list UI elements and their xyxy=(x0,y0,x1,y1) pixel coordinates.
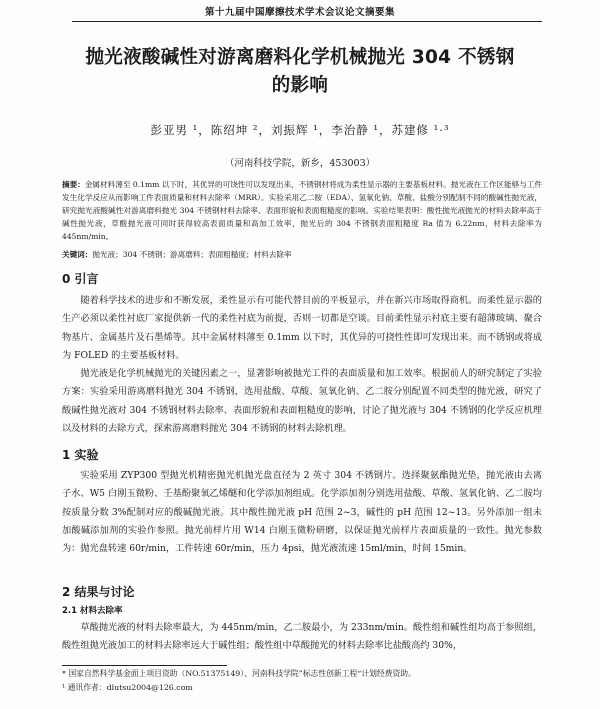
keywords-label: 关键词： xyxy=(62,250,93,259)
experiment-paragraph: 实验采用 ZYP300 型抛光机精密抛光机抛光盘直径为 2 英寸 304 不锈钢片。选择聚氨酯抛光垫，抛光液由去离子水、W5 白刚玉微粉、壬基酚聚氧乙烯醚和化学添加剂组成。化学添加剂分别选用盐酸、草酸、氢氧化钠、乙二胺均按质量分数 3%配制对应的酸碱抛光液。其中酸性抛光液 pH 范围 2~3，碱性的 pH 范围 12~13。另外添加一组未加酸碱添加剂的实验作参照。抛光前样片用 W14 白刚玉微粉研磨，以保证抛光前样片表面质量的一致性。抛光参数为：抛光盘转速 60r/min，工件转速 60r/min，压力 4psi，抛光液流速 15ml/min，时间 15min。 xyxy=(62,470,542,555)
results-paragraph: 草酸抛光液的材料去除率最大，为 445nm/min，乙二胺最小，为 233nm/min。酸性组和碱性组均高于参照组，酸性组抛光液加工的材料去除率远大于碱性组；酸性组中草酸抛光的材料去除率比盐酸高约 30%， xyxy=(62,622,542,652)
footnote-email: ¹ 通讯作者：dlutsu2004@126.com xyxy=(62,683,193,692)
section-heading-results: 2 结果与讨论 xyxy=(62,585,135,599)
paper-title xyxy=(55,44,545,100)
abstract xyxy=(62,178,542,243)
section-heading-intro: 0 引言 xyxy=(62,272,99,286)
subsection-heading-mrr: 2.1 材料去除率 xyxy=(62,606,123,616)
header-rule xyxy=(72,21,542,22)
footnote-rule xyxy=(62,665,227,666)
author-list: 彭亚男 ¹，陈绍坤 ²，刘振辉 ¹，李治静 ¹，苏建修 ¹·³ xyxy=(150,123,450,137)
abstract-text: 金属材料薄至 0.1mm 以下时，其优异的可饶性可以发现出来，不锈钢材将成为柔性显示器的主要基板材料。抛光液在工作区能够与工件发生化学反应从而影响工件表面质量和材料去除率（MRR）。实验采用乙二胺（EDA）、氢氧化钠、草酸、盐酸分别配制不同的酸碱性抛光液，研究抛光液酸碱性对游离磨料抛光 304 不锈钢材料去除率、表面形貌和表面粗糙度的影响。实验结果表明：酸性抛光液抛光的材料去除率高于碱性抛光液，草酸抛光液可同时获得较高表面质量和高加工效率，抛光后的 304 不锈钢表面粗糙度 Ra 值为 6.22nm，材料去除率为 445nm/min。 xyxy=(62,180,543,241)
title-line-1: 抛光液酸碱性对游离磨料化学机械抛光 304 不锈钢 xyxy=(85,47,515,68)
intro-paragraph-2: 抛光液是化学机械抛光的关键因素之一，显著影响被抛光工件的表面质量和加工效率。根据前人的研究制定了实验方案：实验采用游离磨料抛光 304 不锈钢，选用盐酸、草酸、氢氧化钠、乙二胺分别配置不同类型的抛光液，研究了酸碱性抛光液对 304 不锈钢材料去除率、表面形貌和表面粗糙度的影响，讨论了抛光液与 304 不锈钢的化学反应机理以及材料的去除方式，探索游离磨料抛光 304 不锈钢的材料去除机理。 xyxy=(62,368,542,434)
abstract-label: 摘要： xyxy=(62,180,85,189)
keywords xyxy=(62,249,542,261)
title-line-2: 的影响 xyxy=(271,75,329,96)
footnote-funding: * 国家自然科学基金面上项目资助（NO.51375149）、河南科技学院”标志性创新工程“计划经费资助。 xyxy=(62,669,416,678)
section-heading-experiment: 1 实验 xyxy=(62,448,99,462)
keywords-text: 抛光液；304 不锈钢；游离磨料；表面粗糙度；材料去除率 xyxy=(92,250,292,259)
running-head: 第十九届中国摩擦技术学术会议论文摘要集 xyxy=(204,7,395,18)
intro-paragraph-1: 随着科学技术的进步和不断发展，柔性显示有可能代替目前的平板显示，并在新兴市场取得商机。而柔性显示器的生产必须以柔性衬底厂家提供新一代的柔性衬底为前提，否则一切都是空谈。目前柔性显示衬底主要有超薄玻璃、聚合物基片、金属基片及石墨烯等。其中金属材料薄至 0.1mm 以下时，其优异的可挠性性即可发现出来。而不锈钢或将成为 FOLED 的主要基板材料。 xyxy=(62,295,542,361)
affiliation: （河南科技学院，新乡，453003） xyxy=(224,158,376,169)
